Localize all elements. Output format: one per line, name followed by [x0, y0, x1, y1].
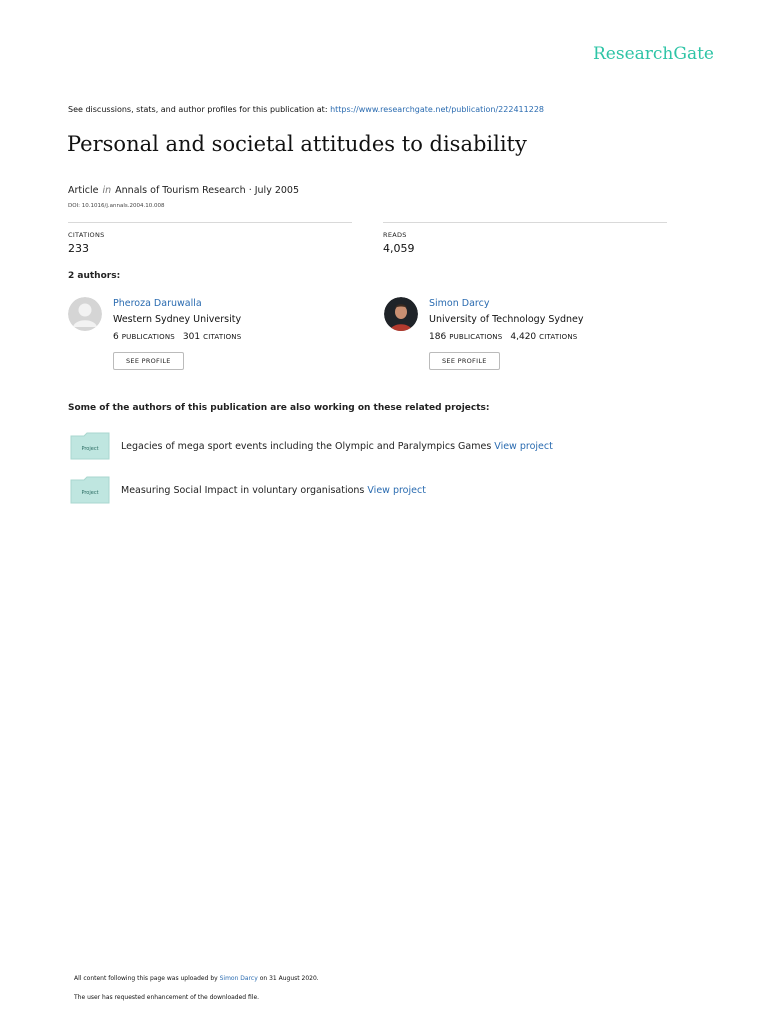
uploaded-suffix: on 31 August 2020. [259, 975, 319, 982]
author-stats-pheroza [113, 332, 249, 342]
article-line [68, 185, 299, 196]
publication-title: Personal and societal attitudes to disability [67, 132, 527, 156]
uploader-link[interactable]: Simon Darcy [219, 975, 258, 982]
author-institution-pheroza: Western Sydney University [113, 314, 242, 325]
researchgate-logo[interactable]: ResearchGate [593, 44, 714, 64]
authors-heading: 2 authors: [68, 271, 121, 281]
view-project-link[interactable]: View project [367, 485, 426, 496]
divider-reads [383, 222, 667, 223]
author-citations-label: CITATIONS [203, 333, 242, 341]
venue-date: Annals of Tourism Research · July 2005 [115, 185, 300, 196]
publication-url-link[interactable]: https://www.researchgate.net/publication/222411228 [330, 105, 544, 114]
uploaded-by-line [74, 975, 319, 982]
see-profile-button-pheroza[interactable]: SEE PROFILE [113, 352, 184, 370]
see-text: See discussions, stats, and author profiles for this publication at: [68, 105, 328, 114]
citations-label: CITATIONS [68, 231, 105, 239]
author-name-simon[interactable]: Simon Darcy [429, 298, 490, 309]
author-name-pheroza[interactable]: Pheroza Daruwalla [113, 298, 202, 309]
author-institution-simon: University of Technology Sydney [429, 314, 584, 325]
project-icon-label: Project [81, 446, 99, 452]
author-citations-label: CITATIONS [539, 333, 578, 341]
avatar-placeholder-icon[interactable] [68, 297, 102, 331]
see-profile-button-simon[interactable]: SEE PROFILE [429, 352, 500, 370]
project-item [121, 441, 553, 452]
request-enhancement-line: The user has requested enhancement of the downloaded file. [74, 994, 260, 1001]
author-publications-count: 6 [113, 332, 119, 342]
project-title: Legacies of mega sport events including the Olympic and Paralympics Games [121, 441, 492, 452]
reads-value: 4,059 [383, 242, 415, 255]
project-title: Measuring Social Impact in voluntary organisations [121, 485, 365, 496]
author-publications-count: 186 [429, 332, 447, 342]
article-type: Article [68, 185, 99, 196]
view-project-link[interactable]: View project [494, 441, 553, 452]
project-folder-icon[interactable] [70, 476, 110, 504]
related-projects-heading: Some of the authors of this publication are also working on these related projects: [68, 403, 490, 413]
project-item [121, 485, 426, 496]
project-icon-label: Project [81, 490, 99, 496]
author-publications-label: PUBLICATIONS [449, 333, 503, 341]
avatar-photo-icon[interactable] [384, 297, 418, 331]
author-citations-count: 301 [182, 332, 201, 342]
citations-value: 233 [68, 242, 89, 255]
reads-label: READS [383, 231, 407, 239]
project-folder-icon[interactable] [70, 432, 110, 460]
author-publications-label: PUBLICATIONS [121, 333, 175, 341]
uploaded-prefix: All content following this page was uploaded by [74, 975, 218, 982]
in-word: in [102, 185, 112, 196]
author-citations-count: 4,420 [510, 332, 537, 342]
doi: DOI: 10.1016/j.annals.2004.10.008 [68, 203, 165, 209]
divider-citations [68, 222, 352, 223]
see-discussions-line [68, 105, 544, 114]
author-stats-simon [429, 332, 585, 342]
